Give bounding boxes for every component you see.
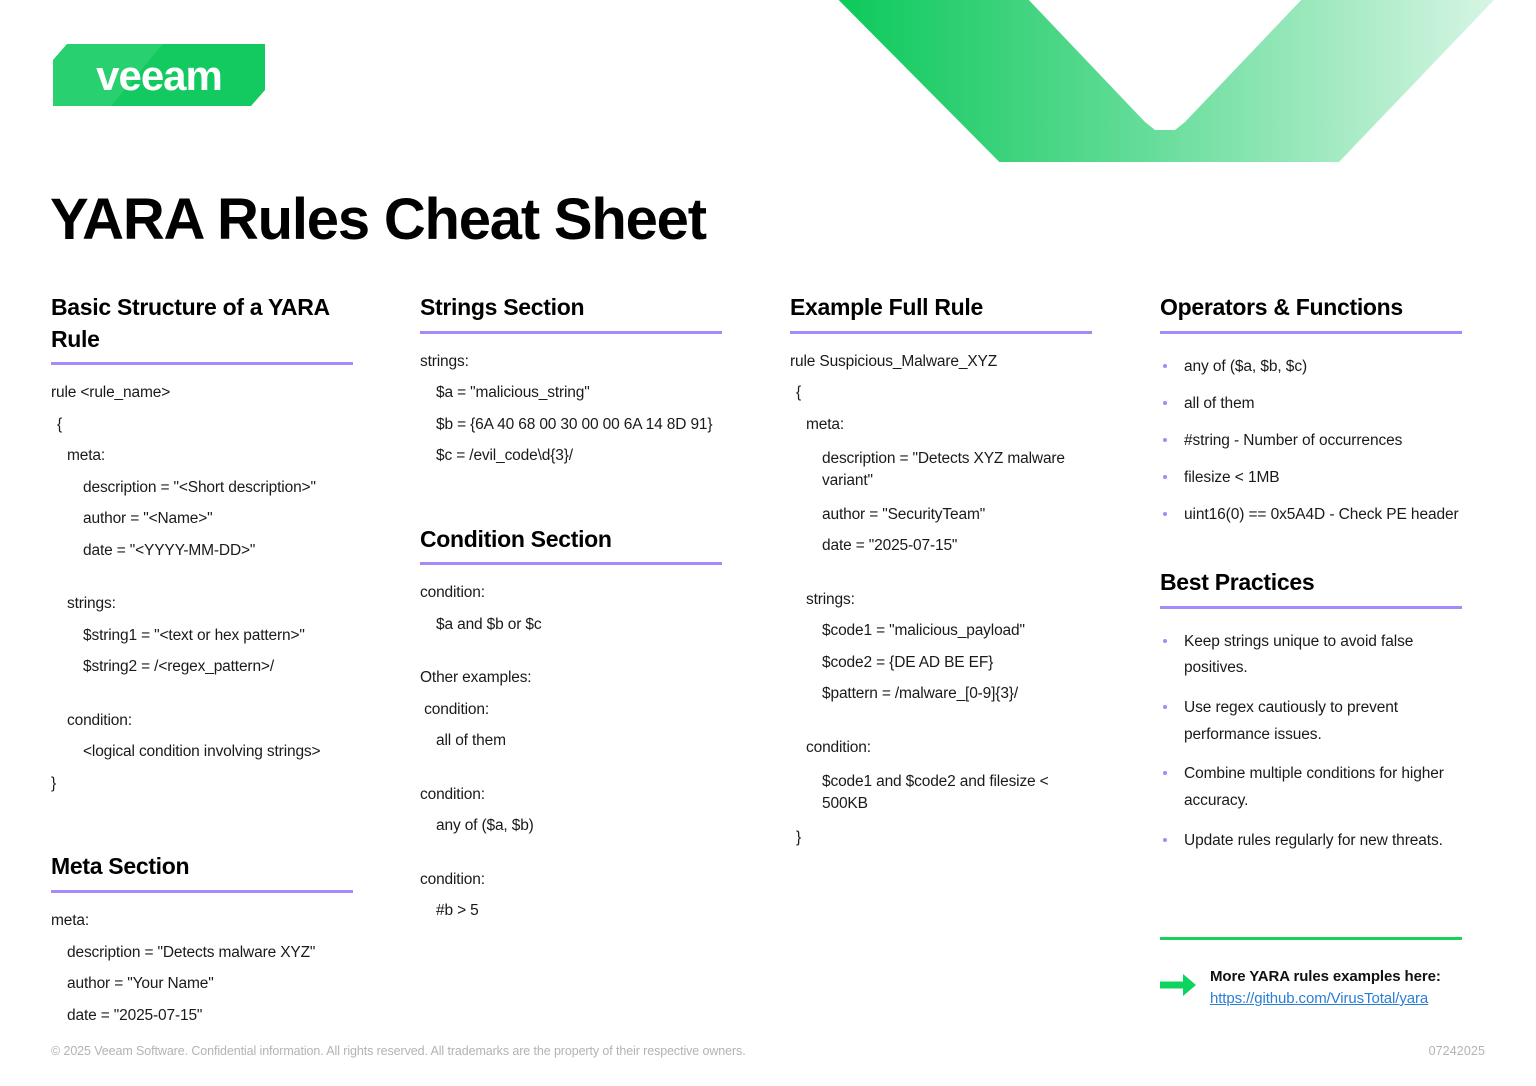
code-spacer [420, 765, 722, 771]
bullet-item: Update rules regularly for new threats. [1160, 828, 1462, 855]
section-spacer [51, 807, 353, 851]
section-heading: Best Practices [1160, 568, 1315, 595]
section-heading: Condition Section [420, 525, 612, 552]
code-line: meta: [806, 415, 845, 433]
section-spacer [1160, 867, 1462, 895]
section-heading: Basic Structure of a YARA Rule [51, 294, 329, 352]
veeam-logo [53, 44, 265, 106]
code-spacer [51, 574, 353, 580]
column-operators-practices [1160, 292, 1462, 1010]
bullet-item: all of them [1160, 391, 1462, 417]
code-line: description = "<Short description>" [83, 478, 316, 496]
code-line: $code1 and $code2 and filesize < 500KB [822, 773, 1053, 812]
bullet-item: filesize < 1MB [1160, 465, 1462, 491]
column-example-rule [790, 292, 1092, 906]
code-line: date = "<YYYY-MM-DD>" [83, 541, 256, 559]
code-line: description = "Detects XYZ malware variant" [822, 450, 1070, 489]
code-line: $a = "malicious_string" [436, 384, 590, 402]
code-line: } [796, 829, 802, 847]
section [790, 292, 1092, 906]
bullet-item: #string - Number of occurrences [1160, 428, 1462, 454]
code-line: any of ($a, $b) [436, 817, 534, 835]
section-heading: Operators & Functions [1160, 294, 1403, 320]
bullet-item: Combine multiple conditions for higher accuracy. [1160, 761, 1462, 814]
code-line: rule <rule_name> [51, 384, 171, 402]
bullet-list [1160, 629, 1462, 855]
bullet-item: Use regex cautiously to prevent performance issues. [1160, 695, 1462, 748]
code-spacer [51, 691, 353, 697]
code-spacer [420, 648, 722, 654]
column-strings-condition [420, 292, 722, 979]
section-spacer [420, 480, 722, 524]
code-line: <logical condition involving strings> [83, 743, 321, 761]
section [1160, 567, 1462, 895]
code-line: strings: [67, 595, 116, 613]
code-line: meta: [51, 912, 90, 930]
more-examples-divider [1160, 937, 1462, 940]
code-line: $c = /evil_code\d{3}/ [436, 447, 573, 465]
section [420, 524, 722, 979]
section-heading: Example Full Rule [790, 294, 984, 320]
code-line: $b = {6A 40 68 00 30 00 00 6A 14 8D 91} [436, 415, 713, 433]
more-examples-link[interactable]: https://github.com/VirusTotal/yara [1210, 989, 1429, 1007]
code-spacer [420, 850, 722, 856]
code-line: condition: [420, 870, 485, 888]
section-heading: Meta Section [51, 853, 190, 880]
section-underline [420, 331, 722, 334]
bullet-list [1160, 354, 1462, 528]
section [420, 292, 722, 524]
code-line: condition: [806, 738, 871, 756]
code-line: { [796, 384, 802, 402]
code-line: condition: [420, 785, 485, 803]
section [1160, 292, 1462, 567]
code-line: strings: [806, 590, 855, 608]
code-line: author = "SecurityTeam" [822, 505, 986, 523]
code-line: $code1 = "malicious_payload" [822, 622, 1025, 640]
code-line: author = "<Name>" [83, 510, 213, 528]
code-line: Other examples: [420, 669, 532, 687]
code-line: { [57, 415, 63, 433]
section-underline [1160, 606, 1462, 609]
code-line: date = "2025-07-15" [822, 537, 958, 555]
code-line: condition: [420, 584, 485, 602]
section-underline [51, 890, 353, 893]
section-spacer [790, 862, 1092, 906]
section [51, 292, 353, 851]
footer [51, 1044, 1485, 1058]
more-examples-label: More YARA rules examples here: [1210, 968, 1441, 986]
footer-doc-code: 07242025 [1428, 1044, 1485, 1058]
code-line: $code2 = {DE AD BE EF} [822, 653, 994, 671]
code-line: strings: [420, 352, 469, 370]
code-line: condition: [420, 700, 490, 718]
section-spacer [1160, 539, 1462, 567]
section-underline [1160, 331, 1462, 334]
section-underline [790, 331, 1092, 334]
more-examples-text [1210, 966, 1441, 1010]
code-line: description = "Detects malware XYZ" [67, 943, 316, 961]
code-line: $a and $b or $c [436, 615, 542, 633]
code-line: } [51, 774, 57, 792]
section-underline [420, 562, 722, 565]
page-title: YARA Rules Cheat Sheet [50, 187, 706, 252]
code-line: $string2 = /<regex_pattern>/ [83, 658, 274, 676]
section-underline [51, 362, 353, 365]
more-examples-block [1160, 966, 1462, 1010]
bullet-item: any of ($a, $b, $c) [1160, 354, 1462, 380]
header-v-graphic [795, 0, 1536, 162]
bullet-item: Keep strings unique to avoid false positives. [1160, 629, 1462, 682]
code-line: condition: [67, 711, 132, 729]
code-line: $pattern = /malware_[0-9]{3}/ [822, 685, 1018, 703]
code-line: rule Suspicious_Malware_XYZ [790, 352, 998, 370]
arrow-right-icon [1160, 972, 1196, 998]
code-line: meta: [67, 447, 106, 465]
section-heading: Strings Section [420, 294, 585, 320]
code-line: #b > 5 [436, 902, 479, 920]
bullet-item: uint16(0) == 0x5A4D - Check PE header [1160, 502, 1462, 528]
code-line: author = "Your Name" [67, 975, 214, 993]
code-spacer [790, 570, 1092, 576]
code-line: date = "2025-07-15" [67, 1006, 203, 1024]
code-line: $string1 = "<text or hex pattern>" [83, 626, 305, 644]
svg-text:veeam: veeam [96, 52, 222, 99]
section-spacer [420, 935, 722, 979]
code-spacer [790, 718, 1092, 724]
column-basic-structure [51, 292, 353, 1083]
footer-copyright: © 2025 Veeam Software. Confidential information. All rights reserved. All trademarks are the property of their respective owners. [51, 1044, 746, 1058]
code-line: all of them [436, 732, 506, 750]
